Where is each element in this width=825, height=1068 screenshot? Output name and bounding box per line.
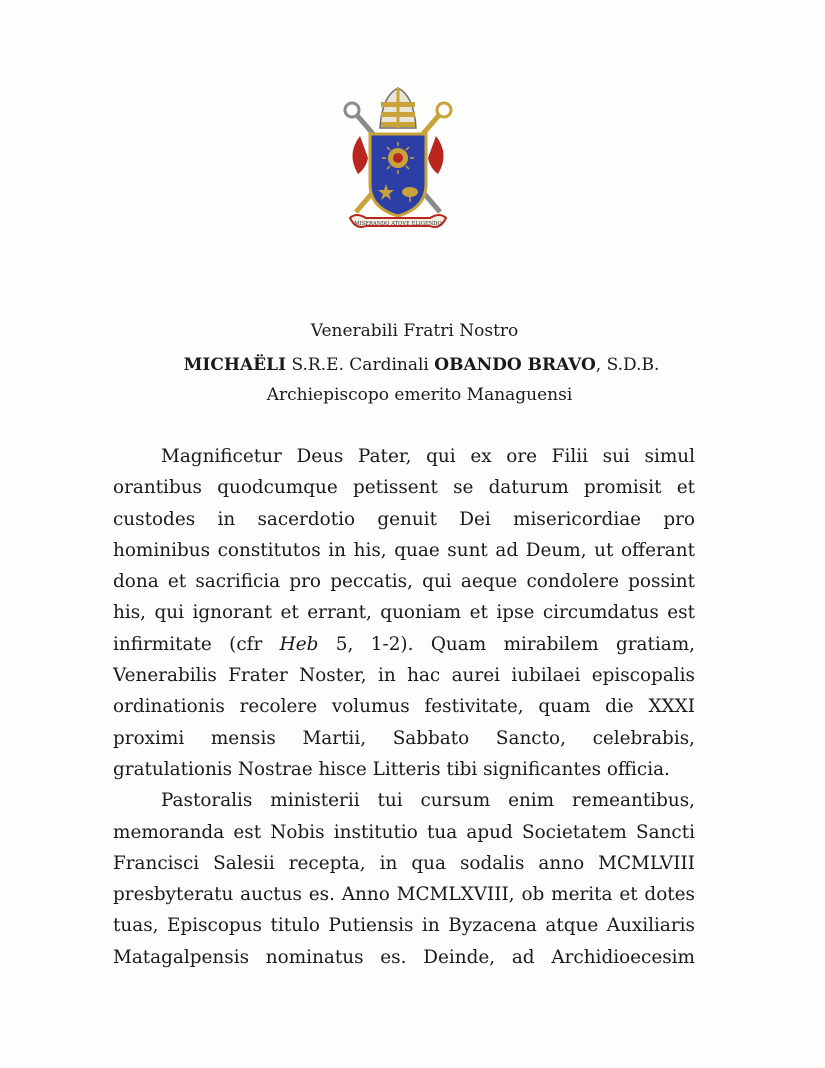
address-line-1: Venerabili Fratri Nostro <box>310 321 519 341</box>
shield-icon <box>370 134 426 216</box>
coat-of-arms-image <box>336 84 460 239</box>
motto-text: MISERANDO ATQVE ELIGENDO <box>354 221 442 227</box>
paragraph-2: Pastoralis ministerii tui cursum enim remeantibus, memoranda est Nobis institutio tua apud Societatem Sancti Francisci Salesii recepta, in qua sodalis anno MCMLVIII presbyteratu auctus es. Anno MCMLXVIII, ob merita et dotes tuas, Episcopus titulo Putiensis in Byzacena atque Auxiliaris Matagalpensis nominatus es. Deinde, ad Archidioecesim <box>113 790 695 968</box>
paragraph-1 <box>113 441 695 785</box>
address-line-3: Archiepiscopo emerito Managuensi <box>266 385 573 405</box>
scripture-reference: Heb <box>279 633 319 655</box>
address-line-2 <box>9 352 825 378</box>
mitre-icon <box>380 88 416 128</box>
addressee-suffix: , S.D.B. <box>595 355 660 375</box>
papal-coat-of-arms <box>336 84 460 239</box>
addressee-surname: OBANDO BRAVO <box>434 355 596 375</box>
paragraph-1-part-a: Magnificetur Deus Pater, qui ex ore Filii sui simul orantibus quodcumque petissent se daturum promisit et custodes in sacerdotio genuit Dei misericordiae pro hominibus constitutos in his, quae sunt ad Deum, ut offerant dona et sacrificia pro peccatis, qui aeque condolere possint his, qui ignorant et errant, quoniam et ipse circumdatus est infirmitate (cfr <box>113 446 695 655</box>
letter-body <box>113 441 695 973</box>
addressee-title: S.R.E. Cardinali <box>291 355 429 375</box>
addressee-first-name: MICHAËLI <box>183 355 287 375</box>
paragraph-1-part-b: 5, 1-2). Quam mirabilem gratiam, Venerabilis Frater Noster, in hac aurei iubilaei episcopalis ordinationis recolere volumus festivitate, quam die XXXI proximi mensis Martii, Sabbato Sancto, celebrabis, gratulationis Nostrae hisce Litteris tibi significantes officia. <box>113 633 695 780</box>
